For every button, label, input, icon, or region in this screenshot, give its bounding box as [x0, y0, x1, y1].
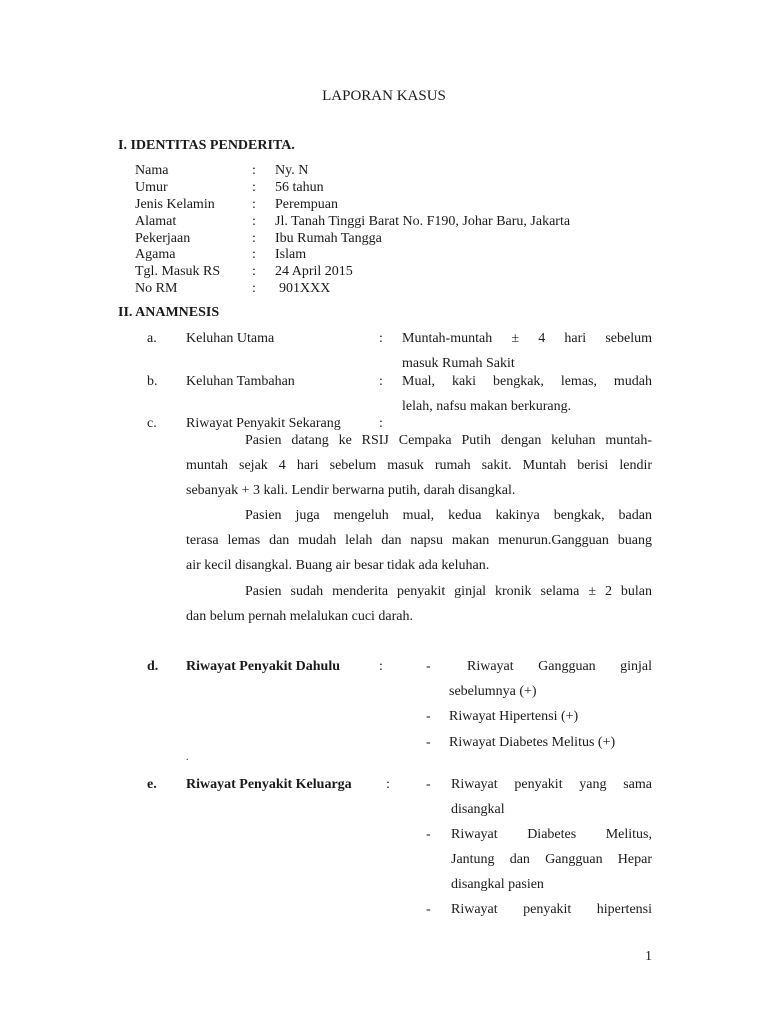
- value-umur: 56 tahun: [275, 180, 324, 195]
- item-letter-a: a.: [147, 331, 157, 346]
- riwayat-dahulu-item-1-line2: sebelumnya (+): [449, 684, 537, 699]
- value-no-rm: 901XXX: [279, 281, 331, 296]
- riwayat-dahulu-item-3: Riwayat Diabetes Melitus (+): [449, 735, 616, 750]
- bullet-dash: -: [426, 827, 431, 842]
- riwayat-keluarga-item-2-line1: Riwayat Diabetes Melitus,: [451, 827, 652, 842]
- riwayat-dahulu-label: Riwayat Penyakit Dahulu: [186, 659, 341, 674]
- stray-dot: .: [186, 752, 189, 763]
- colon: :: [252, 281, 256, 296]
- riwayat-dahulu-item-2: Riwayat Hipertensi (+): [449, 709, 579, 724]
- riwayat-keluarga-label: Riwayat Penyakit Keluarga: [186, 777, 352, 792]
- value-tgl-masuk: 24 April 2015: [275, 264, 353, 279]
- value-alamat: Jl. Tanah Tinggi Barat No. F190, Johar Baru, Jakarta: [275, 214, 571, 229]
- value-jenis-kelamin: Perempuan: [275, 197, 338, 212]
- riwayat-keluarga-item-1-line1: Riwayat penyakit yang sama: [451, 777, 652, 792]
- keluhan-tambahan-value-line2: lelah, nafsu makan berkurang.: [402, 399, 572, 414]
- bullet-dash: -: [426, 777, 431, 792]
- keluhan-tambahan-label: Keluhan Tambahan: [186, 374, 295, 389]
- bullet-dash: -: [426, 659, 431, 674]
- paragraph-line: Pasien juga mengeluh mual, kedua kakinya bengkak, badan: [245, 508, 652, 523]
- label-tgl-masuk: Tgl. Masuk RS: [135, 264, 221, 279]
- paragraph-line: air kecil disangkal. Buang air besar tidak ada keluhan.: [186, 558, 490, 573]
- colon: :: [252, 231, 256, 246]
- keluhan-utama-label: Keluhan Utama: [186, 331, 275, 346]
- keluhan-utama-value-line2: masuk Rumah Sakit: [402, 356, 515, 371]
- bullet-dash: -: [426, 735, 431, 750]
- label-jenis-kelamin: Jenis Kelamin: [135, 197, 215, 212]
- value-agama: Islam: [275, 247, 307, 262]
- bullet-dash: -: [426, 902, 431, 917]
- riwayat-keluarga-item-1-line2: disangkal: [451, 802, 505, 817]
- riwayat-sekarang-label: Riwayat Penyakit Sekarang: [186, 416, 341, 431]
- value-pekerjaan: Ibu Rumah Tangga: [275, 231, 382, 246]
- keluhan-utama-value-line1: Muntah-muntah ± 4 hari sebelum: [402, 331, 652, 346]
- riwayat-keluarga-item-3-line1: Riwayat penyakit hipertensi: [451, 902, 652, 917]
- colon: :: [252, 264, 256, 279]
- label-no-rm: No RM: [135, 281, 178, 296]
- riwayat-keluarga-item-2-line3: disangkal pasien: [451, 877, 544, 892]
- label-umur: Umur: [135, 180, 168, 195]
- label-pekerjaan: Pekerjaan: [135, 231, 191, 246]
- colon: :: [252, 163, 256, 178]
- colon: :: [252, 214, 256, 229]
- value-nama: Ny. N: [275, 163, 309, 178]
- item-letter-e: e.: [147, 777, 157, 792]
- document-title: LAPORAN KASUS: [322, 88, 446, 104]
- colon: :: [379, 331, 383, 346]
- section-heading-identitas: I. IDENTITAS PENDERITA.: [118, 138, 295, 153]
- colon: :: [252, 197, 256, 212]
- colon: :: [252, 247, 256, 262]
- page-number: 1: [645, 949, 652, 964]
- section-heading-anamnesis: II. ANAMNESIS: [118, 305, 220, 320]
- item-letter-c: c.: [147, 416, 157, 431]
- colon: :: [379, 374, 383, 389]
- keluhan-tambahan-value-line1: Mual, kaki bengkak, lemas, mudah: [402, 374, 652, 389]
- bullet-dash: -: [426, 709, 431, 724]
- colon: :: [386, 777, 390, 792]
- paragraph-line: sebanyak + 3 kali. Lendir berwarna putih, darah disangkal.: [186, 483, 516, 498]
- label-agama: Agama: [135, 247, 176, 262]
- riwayat-dahulu-item-1-line1: Riwayat Gangguan ginjal: [467, 659, 652, 674]
- paragraph-line: muntah sejak 4 hari sebelum masuk rumah sakit. Muntah berisi lendir: [186, 458, 652, 473]
- riwayat-keluarga-item-2-line2: Jantung dan Gangguan Hepar: [451, 852, 652, 867]
- colon: :: [252, 180, 256, 195]
- paragraph-line: Pasien sudah menderita penyakit ginjal kronik selama ± 2 bulan: [245, 584, 652, 599]
- item-letter-d: d.: [147, 659, 159, 674]
- label-nama: Nama: [135, 163, 169, 178]
- colon: :: [379, 416, 383, 431]
- paragraph-line: Pasien datang ke RSIJ Cempaka Putih dengan keluhan muntah-: [245, 433, 652, 448]
- label-alamat: Alamat: [135, 214, 177, 229]
- paragraph-line: terasa lemas dan mudah lelah dan napsu makan menurun.Gangguan buang: [186, 533, 652, 548]
- item-letter-b: b.: [147, 374, 158, 389]
- colon: :: [379, 659, 383, 674]
- paragraph-line: dan belum pernah melalukan cuci darah.: [186, 609, 414, 624]
